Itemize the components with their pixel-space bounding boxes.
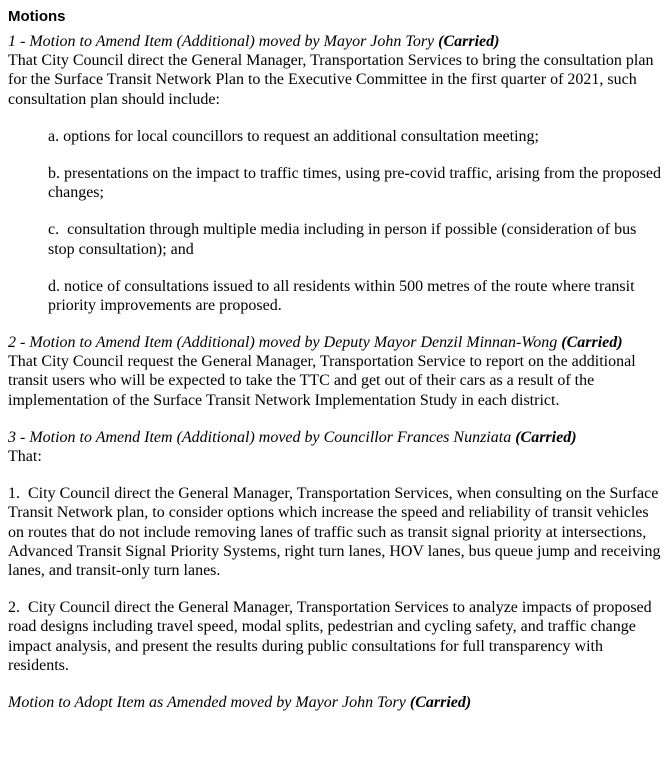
motion-2-title-text: 2 - Motion to Amend Item (Additional) moved by Deputy Mayor Denzil Minnan-Wong bbox=[8, 334, 558, 352]
page-title: Motions bbox=[8, 8, 66, 25]
motion-3-result: (Carried) bbox=[515, 428, 577, 446]
motion-1-subitem-a: a. options for local councillors to request an additional consultation meeting; bbox=[48, 127, 539, 145]
motion-1-title bbox=[8, 33, 499, 50]
motion-3-block bbox=[8, 428, 662, 466]
motion-1-subitem-b: b. presentations on the impact to traffic times, using pre-covid traffic, arising from the proposed changes; bbox=[48, 164, 666, 202]
motion-3-paragraph-1: 1. City Council direct the General Manager, Transportation Services, when consulting on the Surface Transit Network plan, to consider options which increase the speed and reliability of transit vehicles on routes that do not include removing lanes of traffic such as transit signal priority at intersections, Advanced Transit Signal Priority Systems, right turn lanes, HOV lanes, bus queue jump and receiving lanes, and transit-only turn lanes. bbox=[8, 485, 665, 579]
motion-1-subitem-c: c. consultation through multiple media including in person if possible (consideration of bus stop consultation); and bbox=[48, 221, 641, 258]
motion-3-title-text: 3 - Motion to Amend Item (Additional) moved by Councillor Frances Nunziata bbox=[8, 428, 512, 446]
adopt-motion-title-text: Motion to Adopt Item as Amended moved by Mayor John Tory bbox=[8, 693, 406, 711]
motion-2-body: That City Council request the General Manager, Transportation Service to report on the additional transit users who will be expected to take the TTC and get out of their cars as a result of the implementation of the Surface Transit Network Implementation Study in each district. bbox=[8, 353, 640, 409]
adopt-motion-block bbox=[8, 693, 662, 712]
motion-1-title-text: 1 - Motion to Amend Item (Additional) moved by Mayor John Tory bbox=[8, 33, 435, 50]
motion-1-subitems bbox=[48, 127, 666, 315]
motion-3-body: That: bbox=[8, 448, 42, 465]
motion-3-paragraph-2: 2. City Council direct the General Manager, Transportation Services to analyze impacts of proposed road designs including travel speed, modal splits, pedestrian and cycling safety, and traffic change impact analysis, and present the results during public consultations for full transparency with residents. bbox=[8, 599, 656, 674]
motion-2-result: (Carried) bbox=[561, 334, 623, 352]
motion-1-block bbox=[8, 32, 662, 109]
adopt-motion-title bbox=[8, 694, 471, 711]
motion-3-title bbox=[8, 429, 577, 446]
motion-2-block bbox=[8, 333, 662, 410]
motion-2-title bbox=[8, 334, 623, 351]
motion-1-body: That City Council direct the General Manager, Transportation Services to bring the consultation plan for the Surface Transit Network Plan to the Executive Committee in the first quarter of 2021, such consultation plan should include: bbox=[8, 52, 658, 108]
adopt-motion-result: (Carried) bbox=[409, 693, 472, 711]
motion-1-result: (Carried) bbox=[438, 33, 500, 50]
motion-1-subitem-d: d. notice of consultations issued to all residents within 500 metres of the route where transit priority improvements are proposed. bbox=[48, 277, 639, 314]
